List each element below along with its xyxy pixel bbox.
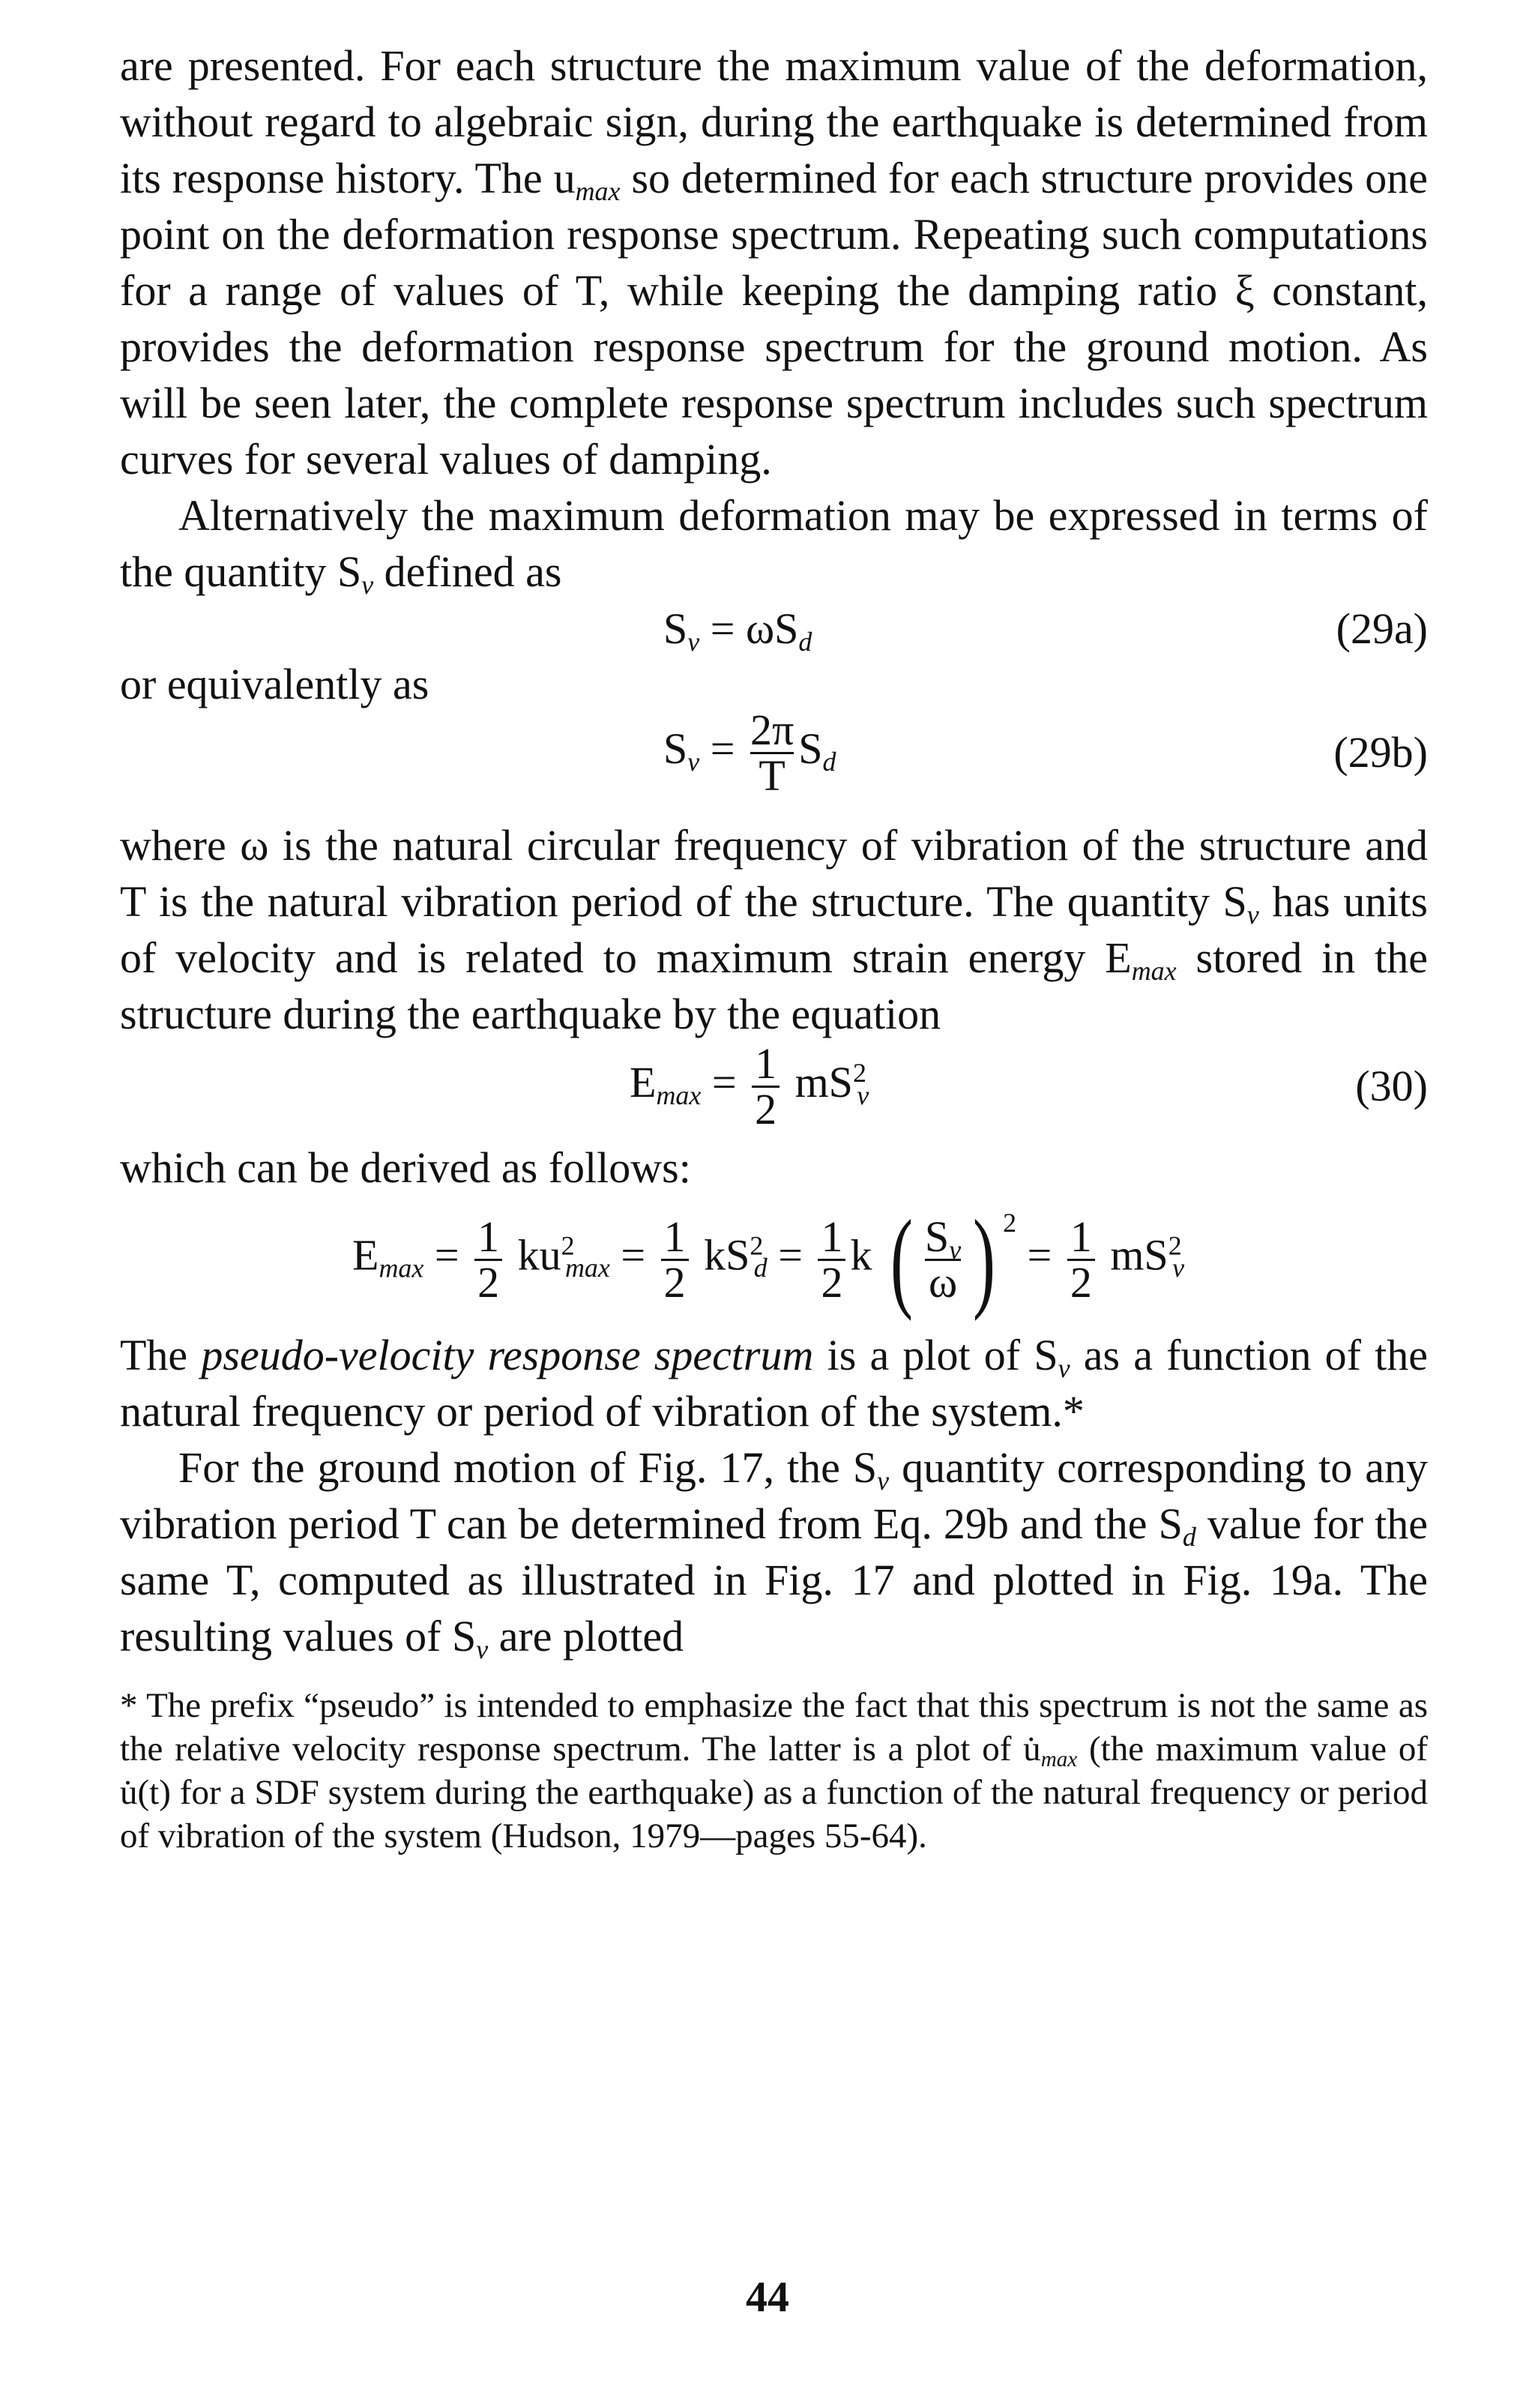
para5-text-d: are plotted (488, 1612, 684, 1661)
eq30-number: (30) (1355, 1062, 1428, 1110)
para3-text-b: has units of velocity and is related to maximum strain energy E (120, 877, 1428, 982)
page-content (120, 37, 1428, 1858)
eq29b-expression: $S_v$ = $\frac{2\pi}{T}$ $S_d$ (663, 705, 836, 800)
para5-text-c: value for the same T, computed as illustrated in Fig. 17 and plotted in Fig. 19a. The resulting values of S (120, 1499, 1428, 1661)
pseudo-velocity-term: pseudo-velocity response spectrum (201, 1331, 814, 1379)
eq29a-expression: $S_v = \omega S_d$ (663, 604, 812, 657)
sv-subscript: v (877, 1466, 890, 1496)
paragraph-1 (120, 37, 1428, 487)
umax-dot-subscript: max (1040, 1748, 1078, 1772)
equivalently-text: or equivalently as (120, 660, 429, 708)
sv-subscript: v (476, 1634, 489, 1665)
umax-subscript: max (575, 176, 621, 207)
eq29b-number: (29b) (1333, 728, 1428, 777)
eq29a-number: (29a) (1336, 604, 1428, 653)
paragraph-2 (120, 487, 1428, 600)
equation-29b (120, 705, 1428, 802)
eq30-expression: $E_{max}$ = $\frac{1}{2}$ $mS^2_v$ (630, 1039, 869, 1134)
paragraph-3 (120, 817, 1428, 1042)
derivation-expression: $E_{max}$ = $\frac{1}{2}$ $ku^2_{max}$ = $\frac{1}{2}$ $kS^2_d$ = $\frac{1}{2}$ k ( $\frac{S_v}{\omega}$ ) $^2$ = $\frac{1}{2}$ $mS^2_v$ (352, 1197, 1185, 1322)
para3-text-c: stored in the structure during the earthquake by the equation (120, 933, 1428, 1038)
footnote (120, 1684, 1428, 1858)
footnote-text-b: (the maximum value of u̇(t) for a SDF system during the earthquake) as a function of the natural frequency or period of vibration of the system (Hudson, 1979—pages 55-64). (120, 1730, 1428, 1855)
page-number: 44 (746, 2272, 789, 2321)
paragraph-4 (120, 1327, 1428, 1439)
sd-subscript: d (1182, 1522, 1196, 1553)
para2-end-text: defined as (373, 547, 562, 596)
emax-subscript: max (1131, 956, 1177, 987)
sv-subscript: v (361, 570, 374, 601)
para2-text: Alternatively the maximum deformation may be expressed in terms of the quantity S (120, 491, 1428, 596)
derivation-equation (120, 1196, 1428, 1327)
para4-text-a: The (120, 1331, 202, 1379)
equation-29a (120, 600, 1428, 663)
equation-30 (120, 1039, 1428, 1140)
para4-text-c: as a function of the natural frequency or period of vibration of the system.* (120, 1331, 1429, 1436)
sv-subscript: v (1246, 900, 1259, 930)
para5-text-a: For the ground motion of Fig. 17, the S (178, 1443, 878, 1492)
para3-text-a: where ω is the natural circular frequency of vibration of the structure and T is the natural vibration period of the structure. The quantity S (120, 821, 1428, 926)
para1-text: are presented. For each structure the maximum value of the deformation, without regard to algebraic sign, during the earthquake is determined from its response history. The u (120, 41, 1428, 202)
derived-text: which can be derived as follows: (120, 1143, 691, 1192)
footnote-text-a: * The prefix “pseudo” is intended to emphasize the fact that this spectrum is not the same as the relative velocity response spectrum. The latter is a plot of u̇ (120, 1686, 1428, 1769)
para1-rest-text: so determined for each structure provides one point on the deformation response spectrum. Repeating such computations for a range of values of T, while keeping the damping ratio ξ constant, provides the deformation response spectrum for the ground motion. As will be seen later, the complete response spectrum includes such spectrum curves for several values of damping. (120, 154, 1428, 484)
para4-text-b: is a plot of S (813, 1331, 1058, 1379)
paragraph-5 (120, 1439, 1428, 1664)
para5-text-b: quantity corresponding to any vibration period T can be determined from Eq. 29b and the S (120, 1443, 1428, 1548)
sv-subscript: v (1058, 1353, 1070, 1384)
